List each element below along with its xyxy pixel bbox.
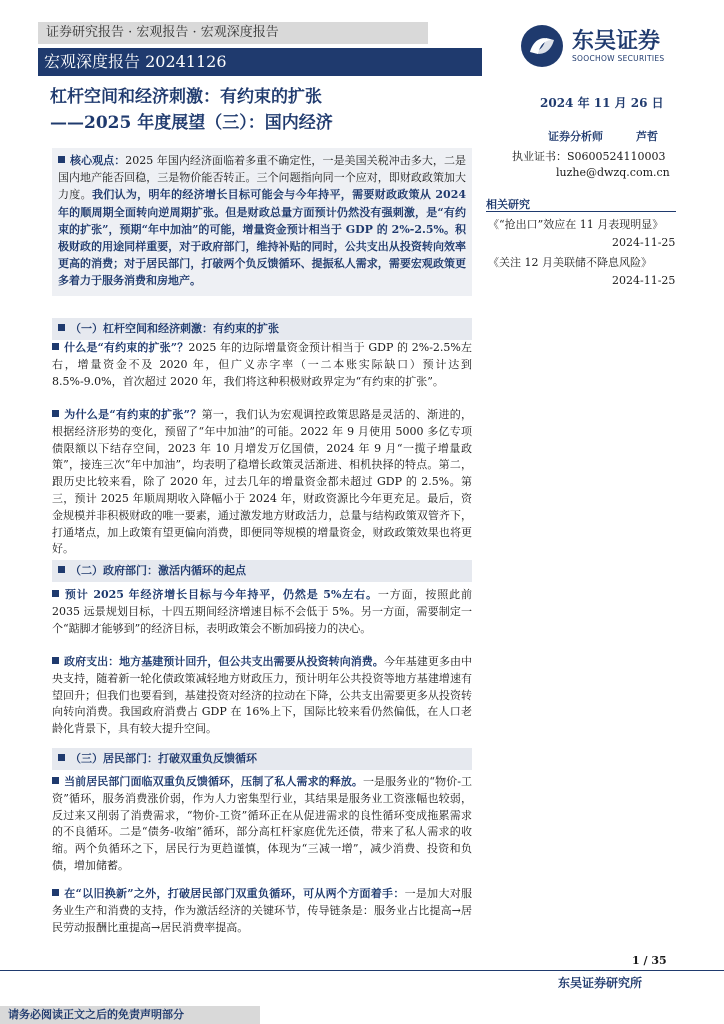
related-divider <box>486 211 676 212</box>
report-title: 杠杆空间和经济刺激：有约束的扩张 <box>50 87 322 107</box>
summary-emphasis: 我们认为，明年的经济增长目标可能会与今年持平，需要财政政策从 2024 年的顺周期全面转向逆周期扩张。但是财政总量方面预计仍然没有强刺激，是“有约束的扩张”，预期“年中加油”的可能，增量资金预计相当于 GDP 的 2%-2.5%。积极财政的用途同样重要，对于政府部门，维持补贴的同时，公共支出从投资转向效率更高的消费；对于居民部门，打破两个负反馈循环、提振私人需求，需要宏观政策更多着力于服务消费和房地产。 <box>58 188 466 288</box>
bullet-square-icon <box>52 889 59 896</box>
section-heading-3: （三）居民部门：打破双重负反馈循环 <box>52 748 472 770</box>
summary-label: 核心观点： <box>70 154 126 167</box>
bullet-square-icon <box>52 657 59 664</box>
report-date: 2024 年 11 月 26 日 <box>540 96 664 110</box>
footer-divider <box>0 970 724 971</box>
bullet-square-icon <box>52 343 59 350</box>
analyst-name: 芦哲 <box>636 130 658 143</box>
disclaimer-notice[interactable]: 请务必阅读正文之后的免责声明部分 <box>0 1006 260 1024</box>
paragraph-1: 什么是“有约束的扩张”？2025 年的边际增量资金预计相当于 GDP 的 2%-2.5%左右，增量资金不及 2020 年，但广义赤字率（一二本账实际缺口）预计达到 8.5%-9.0%，首次超过 2020 年，我们将这种积极财政界定为“有约束的扩张”。 <box>52 341 472 388</box>
paragraph-5: 当前居民部门面临双重负反馈循环，压制了私人需求的释放。一是服务业的“物价-工资”循环，服务消费涨价弱，作为人力密集型行业，其结果是服务业工资涨幅也较弱，反过来又削弱了消费需求，“物价-工资”循环正在从促进需求的良性循环变成拖累需求的不良循环。二是“债务-收缩”循环，部分高杠杆家庭优先还债，带来了私人需求的收缩。两个负循环之下，居民行为更趋谨慎，体现为“三减一增”，减少消费、投资和负债，增加储蓄。 <box>52 775 473 872</box>
section-heading-1: （一）杠杆空间和经济刺激：有约束的扩张 <box>52 318 472 340</box>
report-type: 宏观深度报告 20241126 <box>38 48 482 76</box>
related-item-2-date: 2024-11-25 <box>612 274 676 287</box>
logo-name: 东吴证券 <box>572 29 661 54</box>
report-subtitle: ——2025 年度展望（三）：国内经济 <box>50 113 333 133</box>
related-item-1-date: 2024-11-25 <box>612 236 676 249</box>
page-number: 1 / 35 <box>632 954 667 967</box>
related-research-title: 相关研究 <box>486 198 530 211</box>
analyst-label: 证券分析师 <box>548 130 603 143</box>
bullet-square-icon <box>58 324 65 331</box>
footer-institute: 东吴证券研究所 <box>558 976 643 990</box>
bullet-square-icon <box>58 566 65 573</box>
report-category: 证券研究报告 · 宏观报告 · 宏观深度报告 <box>38 22 428 44</box>
bullet-square-icon <box>58 754 65 761</box>
paragraph-3: 预计 2025 年经济增长目标与今年持平，仍然是 5%左右。一方面，按照此前 2035 远景规划目标，十四五期间经济增速目标不会低于 5%。另一方面，需要制定一个“踮脚才能够到”的经济目标，表明政策会不断加码接力的决心。 <box>52 588 472 635</box>
core-summary-box <box>52 148 472 296</box>
analyst-email[interactable]: luzhe@dwzq.com.cn <box>556 166 670 179</box>
logo-english: SOOCHOW SECURITIES <box>572 54 665 63</box>
bullet-square-icon <box>52 590 59 597</box>
bullet-square-icon <box>58 156 65 163</box>
analyst-cert: 执业证书：S0600524110003 <box>512 150 666 163</box>
bullet-square-icon <box>52 410 59 417</box>
bullet-square-icon <box>52 777 59 784</box>
section-heading-2: （二）政府部门：激活内循环的起点 <box>52 560 472 582</box>
related-item-1[interactable]: 《“抢出口”效应在 11 月表现明显》 <box>488 218 664 231</box>
summary-text: 2025 年国内经济面临着多重不确定性，一是美国关税冲击多大，二是国内地产能否回稳，三是物价能否转正。三个问题指向同一个应对，即财政政策加大力度。 <box>58 154 466 202</box>
paragraph-4: 政府支出：地方基建预计回升，但公共支出需要从投资转向消费。今年基建更多由中央支持，随着新一轮化债政策减轻地方财政压力，预计明年公共投资等地方基建增速有望回升；但我们也要看到，基建投资对经济的拉动在下降，公共支出需要更多从投资转向转向消费。我国政府消费占 GDP 在 16%上下，国际比较来看仍然偏低，在人口老龄化背景下，具有较大提升空间。 <box>52 655 473 736</box>
company-logo <box>520 24 700 70</box>
paragraph-6: 在“以旧换新”之外，打破居民部门双重负循环，可从两个方面着手：一是加大对服务业生产和消费的支持，作为激活经济的关键环节，传导链条是：服务业占比提高→居民劳动报酬比重提高→居民消费率提高。 <box>52 887 473 934</box>
related-item-2[interactable]: 《关注 12 月美联储不降息风险》 <box>488 256 652 269</box>
report-header <box>0 0 724 78</box>
soochow-logo-icon <box>520 24 564 68</box>
paragraph-2: 为什么是“有约束的扩张”？第一，我们认为宏观调控政策思路是灵活的、渐进的，根据经济形势的变化，预留了“年中加油”的可能。2022 年 9 月使用 5000 多亿专项债限额以下结存空间，2023 年 10 月增发万亿国债，2024 年 9 月“一揽子增量政策”，接连三次“年中加油”，均表明了稳增长政策灵活渐进、相机抉择的特点。第二，跟历史比较来看，除了 2020 年，过去几年的增量资金都未超过 GDP 的 2.5%。第三，预计 2025 年顺周期收入降幅小于 2024 年，财政资源比今年更充足。最后，资金规模并非积极财政的唯一要素，通过激发地方财政活力，总量与结构政策双管齐下，打通堵点，加上政策有望更偏向消费，即便同等规模的增量资金，财政政策效果也将更好。 <box>52 408 473 556</box>
